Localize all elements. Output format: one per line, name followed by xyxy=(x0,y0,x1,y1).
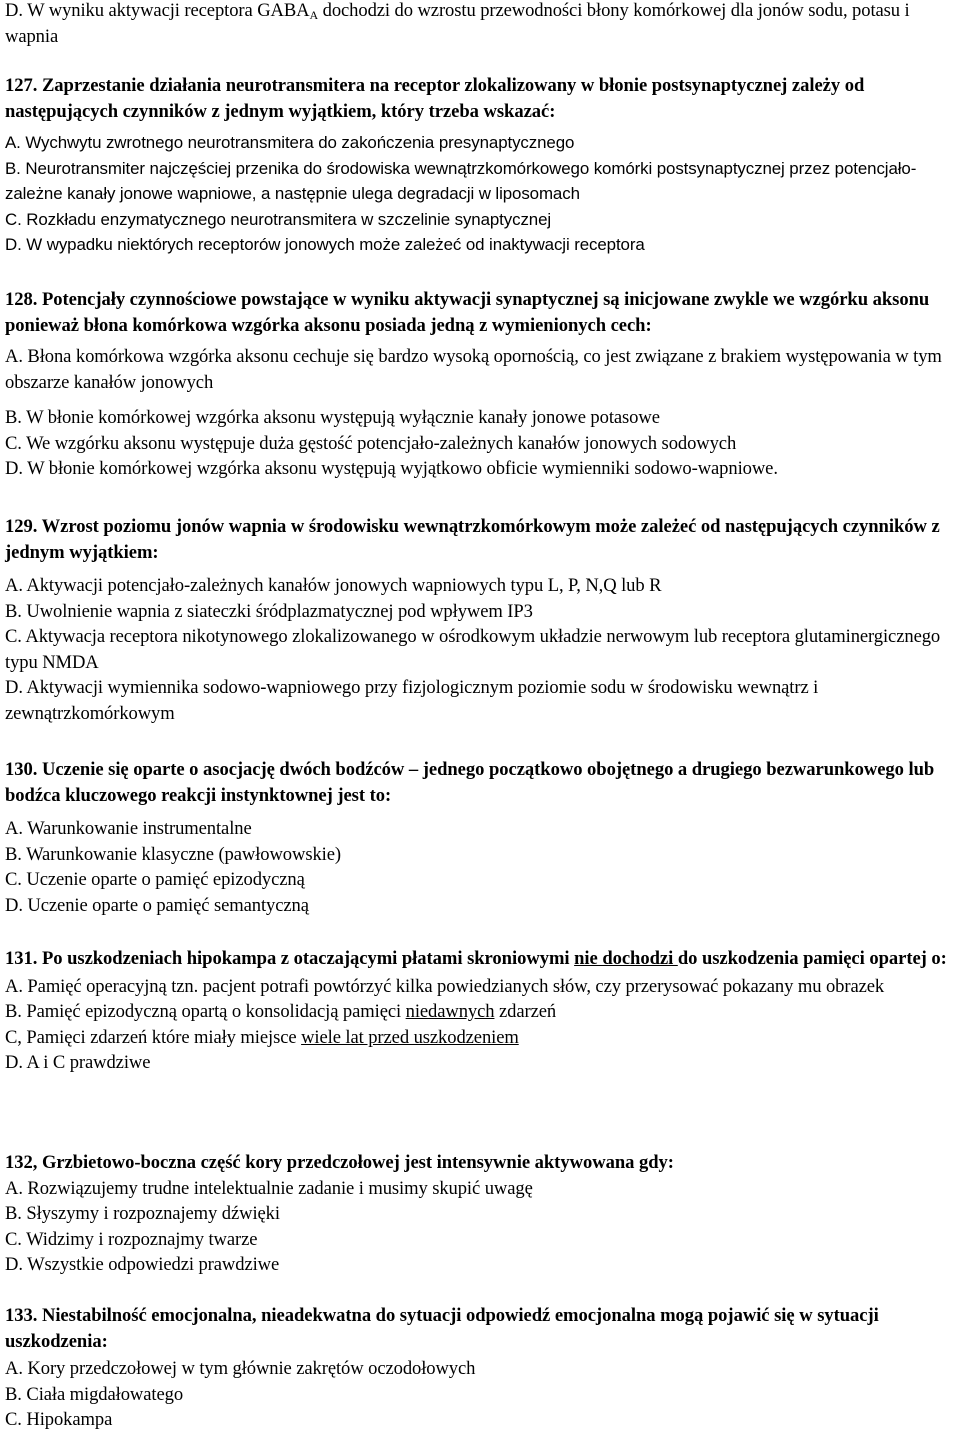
subscript-a: A xyxy=(309,8,319,22)
option-underlined: niedawnych xyxy=(405,1001,495,1023)
option-b xyxy=(5,999,957,1025)
question-title: 128. Potencjały czynnościowe powstające w wyniku aktywacji synaptycznej są inicjowane zwykle we wzgórku aksonu ponieważ błona komórkowa wzgórka aksonu posiada jedną z wymienionych cech: xyxy=(5,289,930,336)
option-d: D. W wypadku niektórych receptorów jonowych może zależeć od inaktywacji receptora xyxy=(5,235,645,255)
option-d: D. A i C prawdziwe xyxy=(5,1052,151,1074)
option-part: zdarzeń xyxy=(494,1001,557,1023)
option-a: A. Pamięć operacyjną tzn. pacjent potrafi powtórzyć kilka powiedzianych słów, czy przerysować pokazany mu obrazek xyxy=(5,975,885,997)
option-b: B. Ciała migdałowatego xyxy=(5,1383,184,1405)
option-b: B. W błonie komórkowej wzgórka aksonu występują wyłącznie kanały jonowe potasowe xyxy=(5,407,660,429)
question-title: 127. Zaprzestanie działania neurotransmitera na receptor zlokalizowany w błonie postsynaptycznej zależy od następujących czynników z jednym wyjątkiem, który trzeba wskazać: xyxy=(5,75,865,122)
option-a: A. Wychwytu zwrotnego neurotransmitera do zakończenia presynaptycznego xyxy=(5,133,575,153)
question-title: 132, Grzbietowo-boczna część kory przedczołowej jest intensywnie aktywowana gdy: xyxy=(5,1152,674,1173)
option-a: A. Kory przedczołowej w tym głównie zakrętów oczodołowych xyxy=(5,1358,476,1380)
option-b: B. Słyszymy i rozpoznajemy dźwięki xyxy=(5,1203,280,1225)
question-title xyxy=(5,946,957,972)
question-133 xyxy=(5,1303,957,1433)
option-d: D. Uczenie oparte o pamięć semantyczną xyxy=(5,894,309,916)
question-130 xyxy=(5,757,957,918)
option-b: B. Uwolnienie wapnia z siateczki śródplazmatycznej pod wpływem IP3 xyxy=(5,600,533,622)
option-part: C, Pamięci zdarzeń które miały miejsce xyxy=(5,1026,302,1048)
option-a: A. Błona komórkowa wzgórka aksonu cechuje się bardzo wysoką opornością, co jest związane z brakiem występowania w tym obszarze kanałów jonowych xyxy=(5,346,942,393)
question-132 xyxy=(5,1150,957,1278)
question-title: 129. Wzrost poziomu jonów wapnia w środowisku wewnątrzkomórkowym może zależeć od następujących czynników z jednym wyjątkiem: xyxy=(5,516,940,563)
option-b: B. Neurotransmiter najczęściej przenika do środowiska wewnątrzkomórkowego komórki postsynaptycznej przez potencjało-zależne kanały jonowe wapniowe, a następnie ulega degradacji w liposomach xyxy=(5,158,917,204)
option-a: A. Rozwiązujemy trudne intelektualnie zadanie i musimy skupić uwagę xyxy=(5,1177,533,1199)
option-a: A. Warunkowanie instrumentalne xyxy=(5,818,252,840)
option-d: D. Wszystkie odpowiedzi prawdziwe xyxy=(5,1254,280,1276)
option-a: A. Aktywacji potencjało-zależnych kanałów jonowych wapniowych typu L, P, N,Q lub R xyxy=(5,575,662,597)
option-c: C. Aktywacja receptora nikotynowego zlokalizowanego w ośrodkowym układzie nerwowym lub receptora glutaminergicznego typu NMDA xyxy=(5,626,941,673)
option-c: C. Uczenie oparte o pamięć epizodyczną xyxy=(5,869,305,891)
option-d: D. W błonie komórkowej wzgórka aksonu występują wyjątkowo obficie wymienniki sodowo-wapniowe. xyxy=(5,458,778,480)
question-131 xyxy=(5,946,957,1076)
option-c: C. Widzimy i rozpoznajmy twarze xyxy=(5,1228,258,1250)
option-d: D. Aktywacji wymiennika sodowo-wapniowego przy fizjologicznym poziomie sodu w środowisku wewnątrz i zewnątrzkomórkowym xyxy=(5,677,819,724)
option-part: B. Pamięć epizodyczną opartą o konsolidacją pamięci xyxy=(5,1001,406,1023)
option-text: D. W wyniku aktywacji receptora GABA xyxy=(5,0,310,21)
question-127 xyxy=(5,73,957,258)
option-c xyxy=(5,1025,957,1051)
question-129 xyxy=(5,514,957,726)
option-b: B. Warunkowanie klasyczne (pawłowowskie) xyxy=(5,843,341,865)
option-c: C. We wzgórku aksonu występuje duża gęstość potencjało-zależnych kanałów jonowych sodowych xyxy=(5,432,737,454)
title-underlined: nie dochodzi xyxy=(574,948,678,969)
question-title: 130. Uczenie się oparte o asocjację dwóch bodźców – jednego początkowo obojętnego a drugiego bezwarunkowego lub bodźca kluczowego reakcji instynktownej jest to: xyxy=(5,759,935,806)
title-part: do uszkodzenia pamięci opartej o: xyxy=(677,948,947,969)
option-text-rest: dochodzi do wzrostu przewodności błony komórkowej dla jonów sodu, potasu i wapnia xyxy=(5,0,910,47)
question-128 xyxy=(5,287,957,482)
prev-question-option-d xyxy=(5,0,957,49)
option-c: C. Rozkładu enzymatycznego neurotransmitera w szczelinie synaptycznej xyxy=(5,209,552,229)
title-part: 131. Po uszkodzeniach hipokampa z otaczającymi płatami skroniowymi xyxy=(5,948,575,969)
option-underlined: wiele lat przed uszkodzeniem xyxy=(301,1026,519,1048)
option-d-gaba xyxy=(5,0,957,49)
option-c: C. Hipokampa xyxy=(5,1409,113,1431)
question-title: 133. Niestabilność emocjonalna, nieadekwatna do sytuacji odpowiedź emocjonalna mogą pojawić się w sytuacji uszkodzenia: xyxy=(5,1305,879,1352)
